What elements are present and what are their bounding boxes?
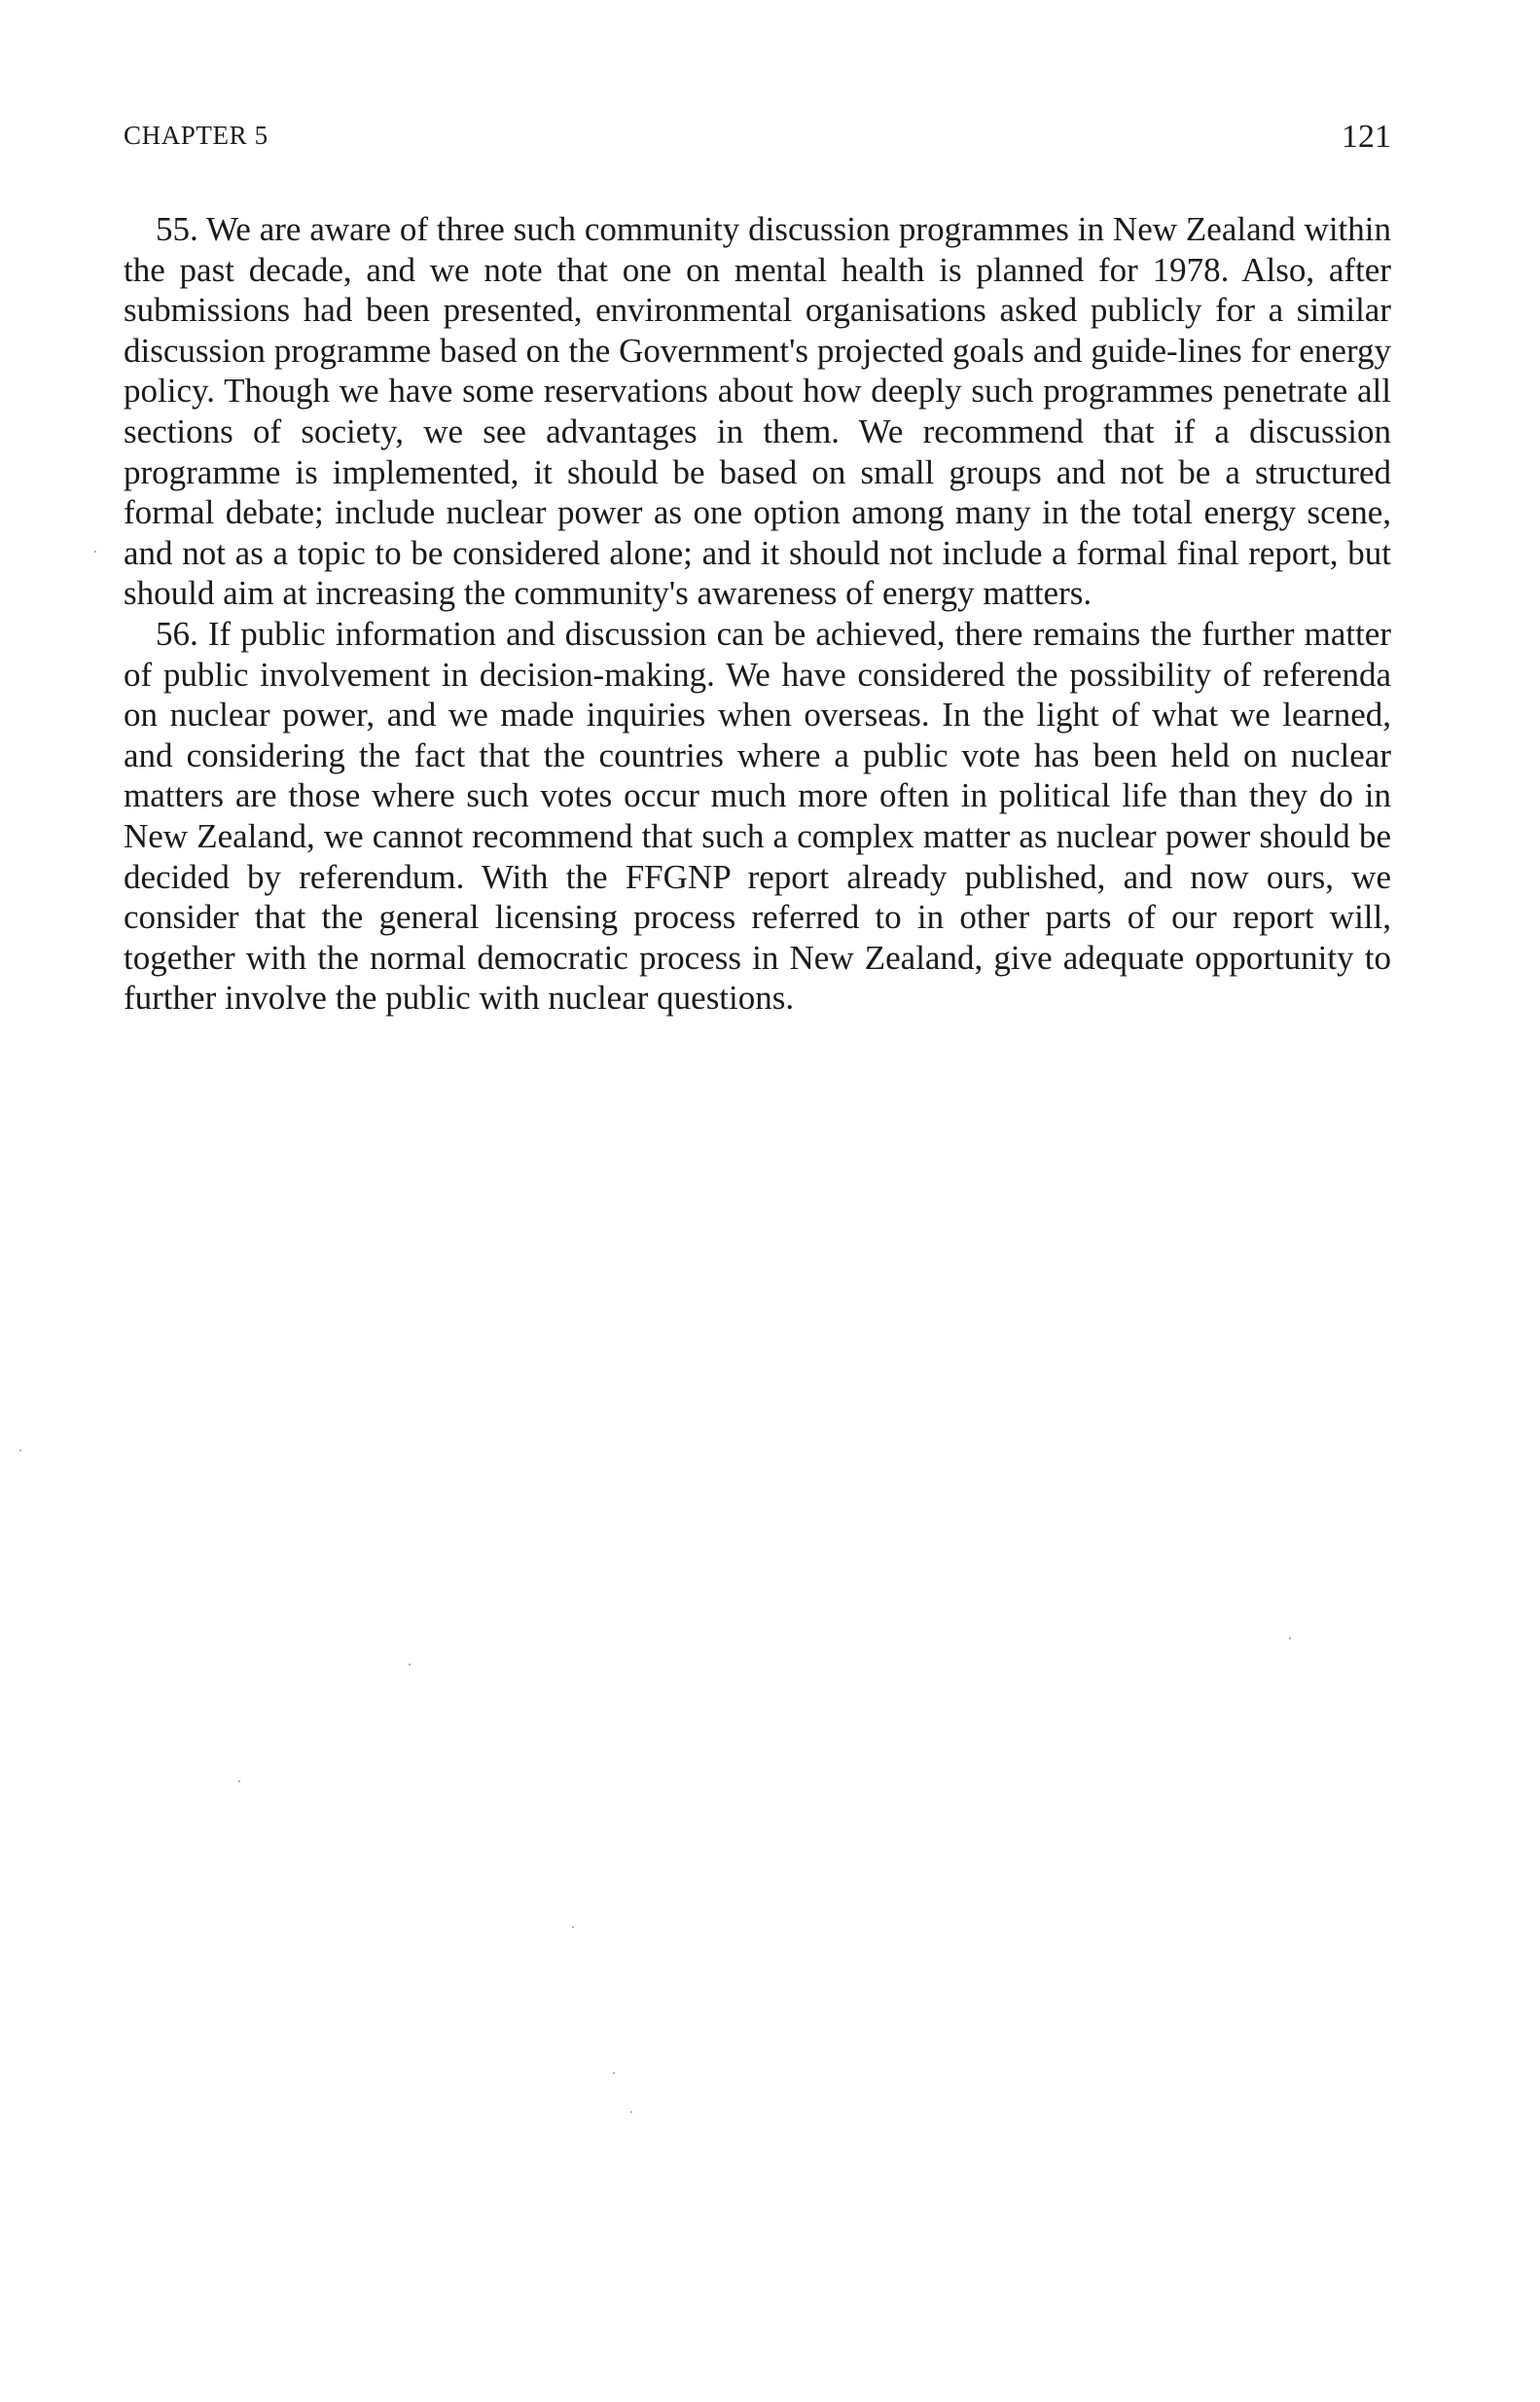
chapter-label: CHAPTER 5 xyxy=(124,121,269,150)
scan-speck xyxy=(409,1664,411,1666)
paragraph-text: If public information and discussion can be achieved, there remains the further matter of public involvement in decision-making. We have considered the possibility of referenda on nuclear power, and we made inquiries when overseas. In the light of what we learned, and considering the fact that the countries where a public vote has been held on nuclear matters are those where such votes occur much more often in political life than they do in New Zealand, we cannot recommend that such a complex matter as nuclear power should be decided by referendum. With the FFGNP report already published, and now ours, we consider that the general licensing process referred to in other parts of our report will, together with the normal democratic process in New Zealand, give adequate opportunity to further involve the public with nuclear questions. xyxy=(124,614,1391,1018)
scan-speck xyxy=(238,1780,240,1782)
running-head xyxy=(124,121,1391,160)
paragraph-number: 55. xyxy=(156,210,198,248)
scan-speck xyxy=(1289,1637,1291,1639)
page-number: 121 xyxy=(1342,119,1391,155)
paragraph-text: We are aware of three such community discussion programmes in New Zealand within the past decade, and we note that one on mental health is planned for 1978. Also, after submissions had been presented, environmental organisations asked publicly for a similar discussion programme based on the Government's projected goals and guide-lines for energy policy. Though we have some reservations about how deeply such programmes penetrate all sections of society, we see advantages in them. We recommend that if a discussion programme is implemented, it should be based on small groups and not be a structured formal debate; include nuclear power as one option among many in the total energy scene, and not as a topic to be considered alone; and it should not include a formal final report, but should aim at increasing the community's awareness of energy matters. xyxy=(124,210,1391,613)
scan-speck xyxy=(19,1450,21,1452)
scan-speck xyxy=(613,2072,615,2074)
scan-speck xyxy=(630,2111,632,2113)
paragraph-number: 56. xyxy=(156,614,198,653)
scan-speck xyxy=(94,551,96,553)
paragraph-55 xyxy=(124,209,1391,614)
paragraph-56 xyxy=(124,614,1391,1019)
body-text xyxy=(124,209,1391,1019)
scan-speck xyxy=(572,1926,574,1928)
